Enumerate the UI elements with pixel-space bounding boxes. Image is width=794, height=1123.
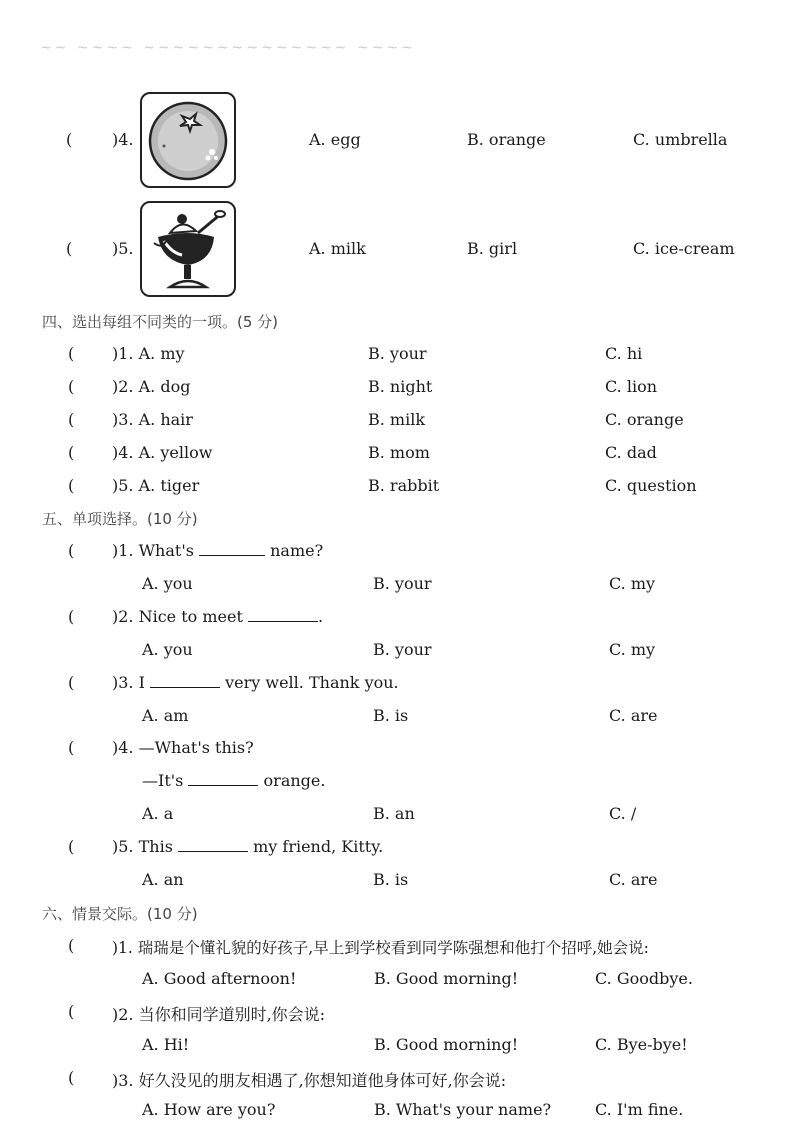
option-c: C. my (609, 574, 656, 593)
option-b: B. is (373, 870, 409, 889)
option-c: C. ice-cream (633, 239, 735, 258)
option-a: A. Hi! (142, 1035, 190, 1054)
answer-paren[interactable]: ( (68, 476, 75, 495)
question-number: )5. (112, 239, 134, 258)
fill-blank[interactable] (199, 541, 265, 556)
ice-cream-icon (142, 203, 234, 295)
question-stem-end: . (318, 607, 324, 626)
answer-paren[interactable]: ( (68, 1068, 75, 1087)
answer-paren[interactable]: ( (68, 738, 75, 757)
option-a: )2. A. dog (112, 377, 191, 396)
answer-paren[interactable]: ( (66, 239, 73, 258)
orange-icon (142, 94, 234, 186)
question-text (112, 837, 383, 856)
question-stem-end: my friend, Kitty. (253, 837, 384, 856)
answer-paren[interactable]: ( (68, 837, 75, 856)
option-a: A. am (142, 706, 189, 725)
question-text: )2. 当你和同学道别时,你会说: (112, 1005, 326, 1024)
question-stem: )1. What's (112, 541, 194, 560)
answer-paren[interactable]: ( (68, 541, 75, 560)
option-b: B. night (368, 377, 433, 396)
option-b: B. Good morning! (374, 969, 519, 988)
option-a: )1. A. my (112, 344, 185, 363)
option-a: )5. A. tiger (112, 476, 200, 495)
option-b: B. girl (467, 239, 518, 258)
option-b: B. mom (368, 443, 430, 462)
section-title-5: 五、单项选择。(10 分) (42, 510, 198, 528)
faint-header-text: ~~ ~~~~ ~~~~~~~~~~~~~~ ~~~~ (40, 40, 416, 56)
option-b: B. is (373, 706, 409, 725)
answer-paren[interactable]: ( (68, 936, 75, 955)
question-text (112, 607, 323, 626)
option-a: A. milk (309, 239, 366, 258)
fill-blank[interactable] (150, 673, 220, 688)
question-stem-end: name? (270, 541, 324, 560)
ice-cream-picture (140, 201, 236, 297)
question-number: )4. (112, 130, 134, 149)
option-c: C. orange (605, 410, 684, 429)
option-b: B. your (373, 640, 432, 659)
option-b: B. your (368, 344, 427, 363)
section-title-6: 六、情景交际。(10 分) (42, 905, 198, 923)
answer-paren[interactable]: ( (68, 1002, 75, 1021)
question-text: )4. —What's this? (112, 738, 254, 757)
question-text (112, 541, 323, 560)
option-b: B. What's your name? (374, 1100, 552, 1119)
option-c: C. my (609, 640, 656, 659)
option-c: C. Bye-bye! (595, 1035, 688, 1054)
question-stem: —It's (142, 771, 184, 790)
question-text: )3. 好久没见的朋友相遇了,你想知道他身体可好,你会说: (112, 1071, 507, 1090)
option-b: B. rabbit (368, 476, 440, 495)
question-text-line2 (142, 771, 325, 790)
option-b: B. your (373, 574, 432, 593)
option-a: A. an (142, 870, 184, 889)
option-c: C. question (605, 476, 697, 495)
answer-paren[interactable]: ( (68, 410, 75, 429)
option-a: A. you (142, 574, 193, 593)
option-a: A. egg (309, 130, 361, 149)
option-c: C. Goodbye. (595, 969, 693, 988)
question-stem: )2. Nice to meet (112, 607, 243, 626)
option-c: C. are (609, 870, 658, 889)
orange-picture (140, 92, 236, 188)
option-b: B. Good morning! (374, 1035, 519, 1054)
option-c: C. umbrella (633, 130, 728, 149)
answer-paren[interactable]: ( (68, 607, 75, 626)
option-c: C. hi (605, 344, 643, 363)
option-a: )4. A. yellow (112, 443, 213, 462)
question-stem: )5. This (112, 837, 173, 856)
option-b: B. orange (467, 130, 546, 149)
question-text (112, 673, 399, 692)
fill-blank[interactable] (248, 607, 318, 622)
option-a: )3. A. hair (112, 410, 193, 429)
fill-blank[interactable] (188, 771, 258, 786)
fill-blank[interactable] (178, 837, 248, 852)
option-c: C. lion (605, 377, 658, 396)
answer-paren[interactable]: ( (68, 377, 75, 396)
option-a: A. a (142, 804, 174, 823)
section-title-4: 四、选出每组不同类的一项。(5 分) (42, 313, 279, 331)
question-stem-end: very well. Thank you. (225, 673, 399, 692)
question-stem: )3. I (112, 673, 145, 692)
option-a: A. Good afternoon! (142, 969, 297, 988)
option-a: A. you (142, 640, 193, 659)
option-c: C. / (609, 804, 637, 823)
answer-paren[interactable]: ( (68, 344, 75, 363)
option-c: C. I'm fine. (595, 1100, 684, 1119)
option-c: C. are (609, 706, 658, 725)
answer-paren[interactable]: ( (68, 443, 75, 462)
question-stem-end: orange. (263, 771, 326, 790)
answer-paren[interactable]: ( (68, 673, 75, 692)
option-a: A. How are you? (142, 1100, 276, 1119)
option-c: C. dad (605, 443, 657, 462)
question-text: )1. 瑞瑞是个懂礼貌的好孩子,早上到学校看到同学陈强想和他打个招呼,她会说: (112, 939, 649, 957)
answer-paren[interactable]: ( (66, 130, 73, 149)
option-b: B. milk (368, 410, 426, 429)
option-b: B. an (373, 804, 415, 823)
